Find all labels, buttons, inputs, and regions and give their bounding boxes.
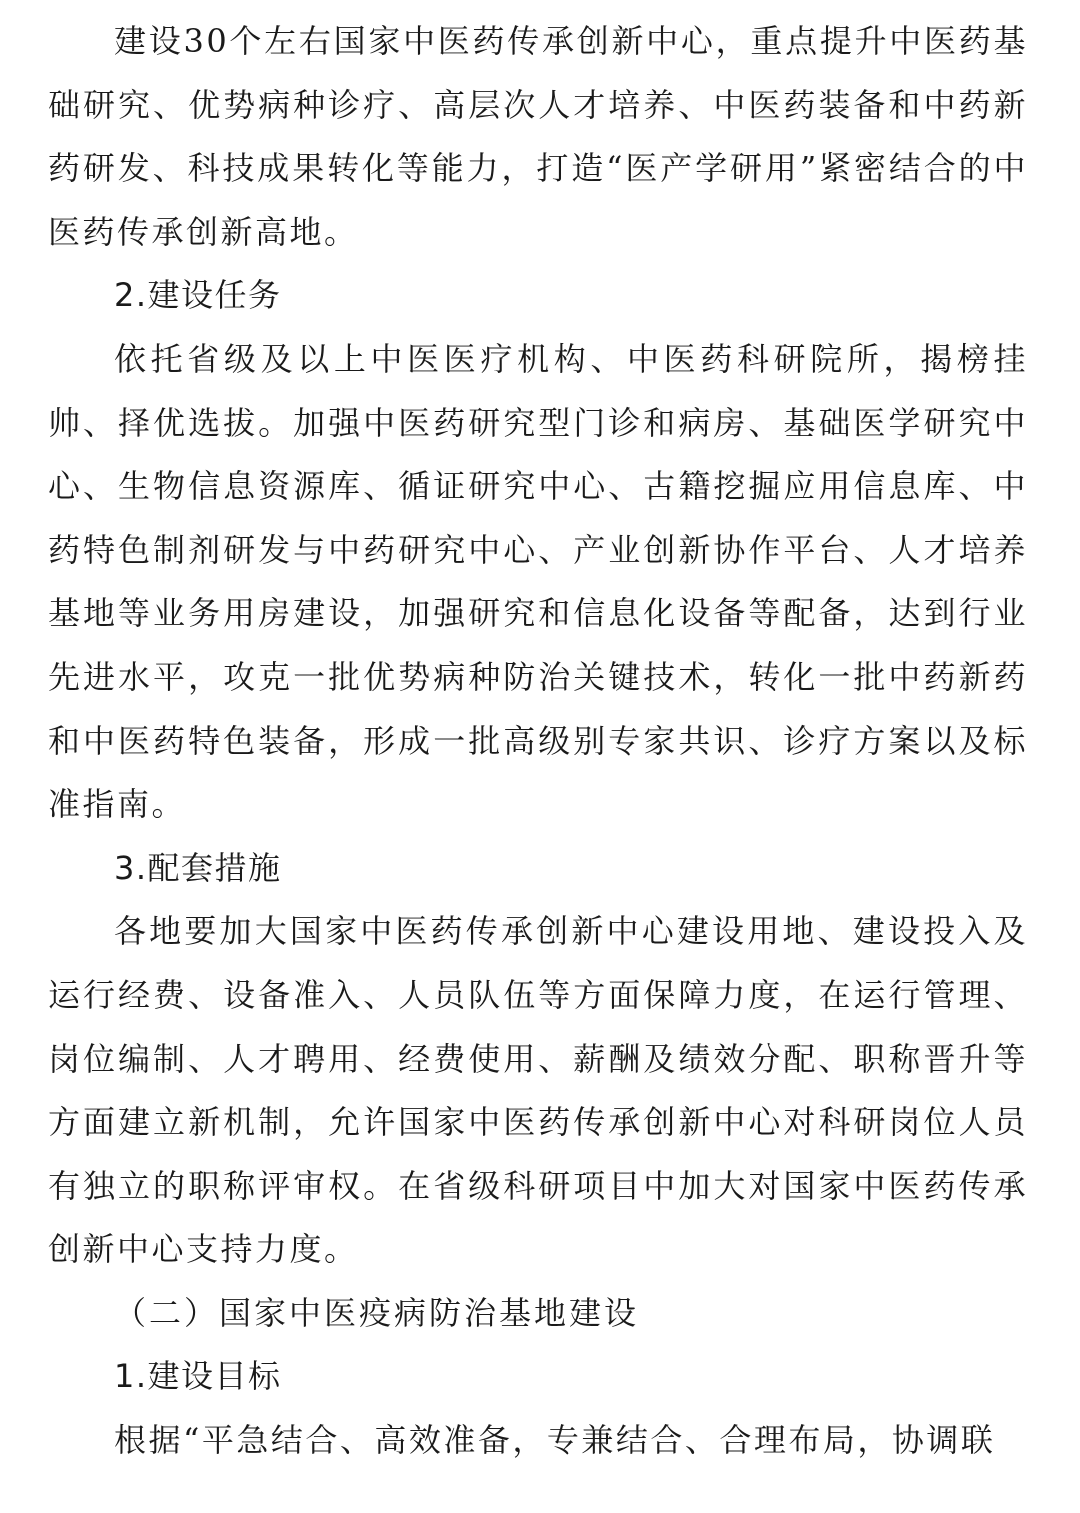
section-heading-epidemic-base: （二）国家中医疫病防治基地建设 (114, 1293, 640, 1332)
document-page (48, 10, 1028, 1473)
paragraph-epidemic-base-intro: 根据“平急结合、高效准备，专兼结合、合理布局，协调联 (114, 1421, 996, 1460)
heading-construction-goals: 1.建设目标 (114, 1357, 282, 1396)
paragraph-center-goals: 建设30个左右国家中医药传承创新中心，重点提升中医药基础研究、优势病种诊疗、高层次人才培养、中医药装备和中药新药研发、科技成果转化等能力，打造“医产学研用”紧密结合的中医药传承创新高地。 (48, 22, 1028, 251)
paragraph-construction-tasks: 依托省级及以上中医医疗机构、中医药科研院所，揭榜挂帅、择优选拔。加强中医药研究型门诊和病房、基础医学研究中心、生物信息资源库、循证研究中心、古籍挖掘应用信息库、中药特色制剂研发与中药研究中心、产业创新协作平台、人才培养基地等业务用房建设，加强研究和信息化设备等配备，达到行业先进水平，攻克一批优势病种防治关键技术，转化一批中药新药和中医药特色装备，形成一批高级别专家共识、诊疗方案以及标准指南。 (48, 339, 1028, 824)
paragraph-supporting-measures: 各地要加大国家中医药传承创新中心建设用地、建设投入及运行经费、设备准入、人员队伍等方面保障力度，在运行管理、岗位编制、人才聘用、经费使用、薪酬及绩效分配、职称晋升等方面建立新机制，允许国家中医药传承创新中心对科研岗位人员有独立的职称评审权。在省级科研项目中加大对国家中医药传承创新中心支持力度。 (48, 912, 1028, 1269)
heading-supporting-measures: 3.配套措施 (114, 848, 282, 887)
heading-construction-tasks: 2.建设任务 (114, 276, 282, 315)
